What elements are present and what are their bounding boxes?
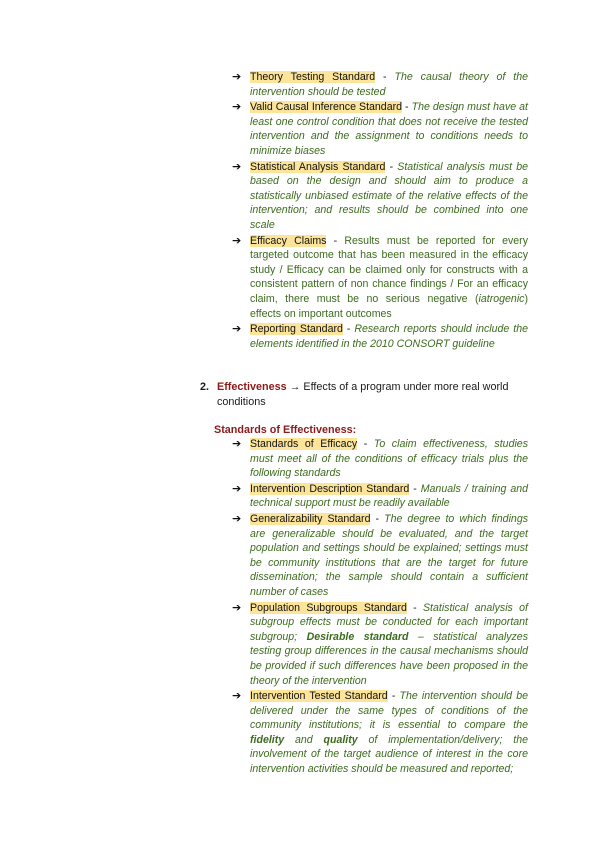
section-term: Effectiveness	[217, 381, 287, 393]
separator: -	[409, 482, 421, 495]
list-item	[232, 234, 528, 322]
standard-description: The design must have at least one control condition that does not receive the tested intervention and the assignment to conditions needs to minimize biases	[250, 101, 528, 157]
list-item	[232, 601, 528, 689]
arrow-bullet-icon: ➔	[232, 233, 242, 247]
standard-title: Intervention Description Standard	[250, 482, 410, 495]
standard-description: Statistical analysis of subgroup effects must be conducted for each important subgroup;	[250, 601, 528, 643]
separator: -	[387, 690, 400, 703]
standard-description: The causal theory of the intervention should be tested	[250, 71, 528, 98]
standard-emphasis: Desirable standard	[306, 630, 409, 643]
arrow-bullet-icon: ➔	[232, 481, 242, 495]
section-definition: Effects of a program under more real world conditions	[217, 381, 509, 408]
standard-description: Results must be reported for every targeted outcome that has been measured in the efficacy study / Efficacy can be claimed only for constructs with a consistent pattern of non chance findings / For an efficacy claim, there must be no serious negative (	[250, 234, 529, 305]
arrow-bullet-icon: ➔	[232, 689, 242, 703]
separator: -	[342, 323, 355, 336]
standard-title: Intervention Tested Standard	[250, 690, 388, 703]
list-item	[232, 689, 528, 777]
standard-title: Generalizability Standard	[250, 512, 371, 525]
standard-emphasis-quality: quality	[323, 733, 358, 746]
standard-description: To claim effectiveness, studies must meet all of the conditions of efficacy trials plus the following standards	[250, 438, 528, 480]
standard-description-end: – statistical analyzes testing group differences in the causal mechanisms should be provided if such differences have been proposed in the theory of the intervention	[250, 630, 528, 687]
section-number: 2.	[200, 381, 210, 393]
separator: -	[370, 512, 385, 525]
separator: -	[406, 601, 423, 614]
standard-title: Standards of Efficacy	[250, 438, 358, 450]
arrow-bullet-icon: ➔	[232, 437, 242, 450]
list-item	[232, 482, 528, 511]
arrow-separator: →	[286, 381, 304, 393]
arrow-bullet-icon: ➔	[232, 70, 242, 83]
list-item	[232, 512, 528, 600]
effectiveness-standards-list	[232, 437, 528, 778]
arrow-bullet-icon: ➔	[232, 159, 242, 173]
subheading-standards-of-effectiveness: Standards of Effectiveness:	[214, 424, 357, 436]
separator: -	[385, 160, 398, 173]
list-item	[232, 100, 528, 158]
arrow-bullet-icon: ➔	[232, 322, 242, 336]
standard-emphasis-fidelity: fidelity	[250, 733, 285, 746]
separator: -	[357, 438, 374, 450]
standard-title: Population Subgroups Standard	[250, 601, 407, 614]
standard-title: Reporting Standard	[250, 323, 343, 336]
list-item	[232, 322, 528, 351]
list-item	[232, 437, 528, 481]
standard-title: Statistical Analysis Standard	[250, 160, 386, 173]
arrow-bullet-icon: ➔	[232, 600, 242, 614]
arrow-bullet-icon: ➔	[232, 100, 242, 114]
standard-title: Efficacy Claims	[250, 234, 327, 247]
efficacy-standards-list	[232, 70, 528, 352]
section-effectiveness	[200, 380, 528, 409]
standard-description: Statistical analysis must be based on the design and should aim to produce a statistically unbiased estimate of the relative effects of the intervention; and results should be combined into one scale	[250, 160, 528, 231]
standard-title: Theory Testing Standard	[250, 71, 376, 83]
standard-description-mid: and	[284, 733, 324, 746]
standard-description: Research reports should include the elements identified in the 2010 CONSORT guideline	[250, 323, 528, 350]
list-item	[232, 70, 528, 99]
separator: -	[326, 234, 345, 247]
list-item	[232, 160, 528, 233]
standard-description: Manuals / training and technical support must be readily available	[250, 482, 528, 510]
standard-description-italic: iatrogenic	[478, 292, 525, 305]
standard-title: Valid Causal Inference Standard	[250, 101, 403, 114]
standard-description-end: ) effects on important outcomes	[250, 292, 528, 320]
separator: -	[375, 71, 395, 83]
separator: -	[402, 101, 412, 114]
standard-description-end: of implementation/delivery; the involvement of the target audience of interest in the core intervention activities should be measured and reported;	[250, 733, 528, 776]
standard-description: The degree to which findings are generalizable should be evaluated, and the target population and settings should be explained; settings must be community institutions that are the target for future dissemination; the sample should contain a sufficient number of cases	[250, 512, 529, 598]
standard-description: The intervention should be delivered under the same types of conditions of the community institutions; it is essential to compare the	[250, 690, 529, 732]
arrow-bullet-icon: ➔	[232, 511, 242, 525]
